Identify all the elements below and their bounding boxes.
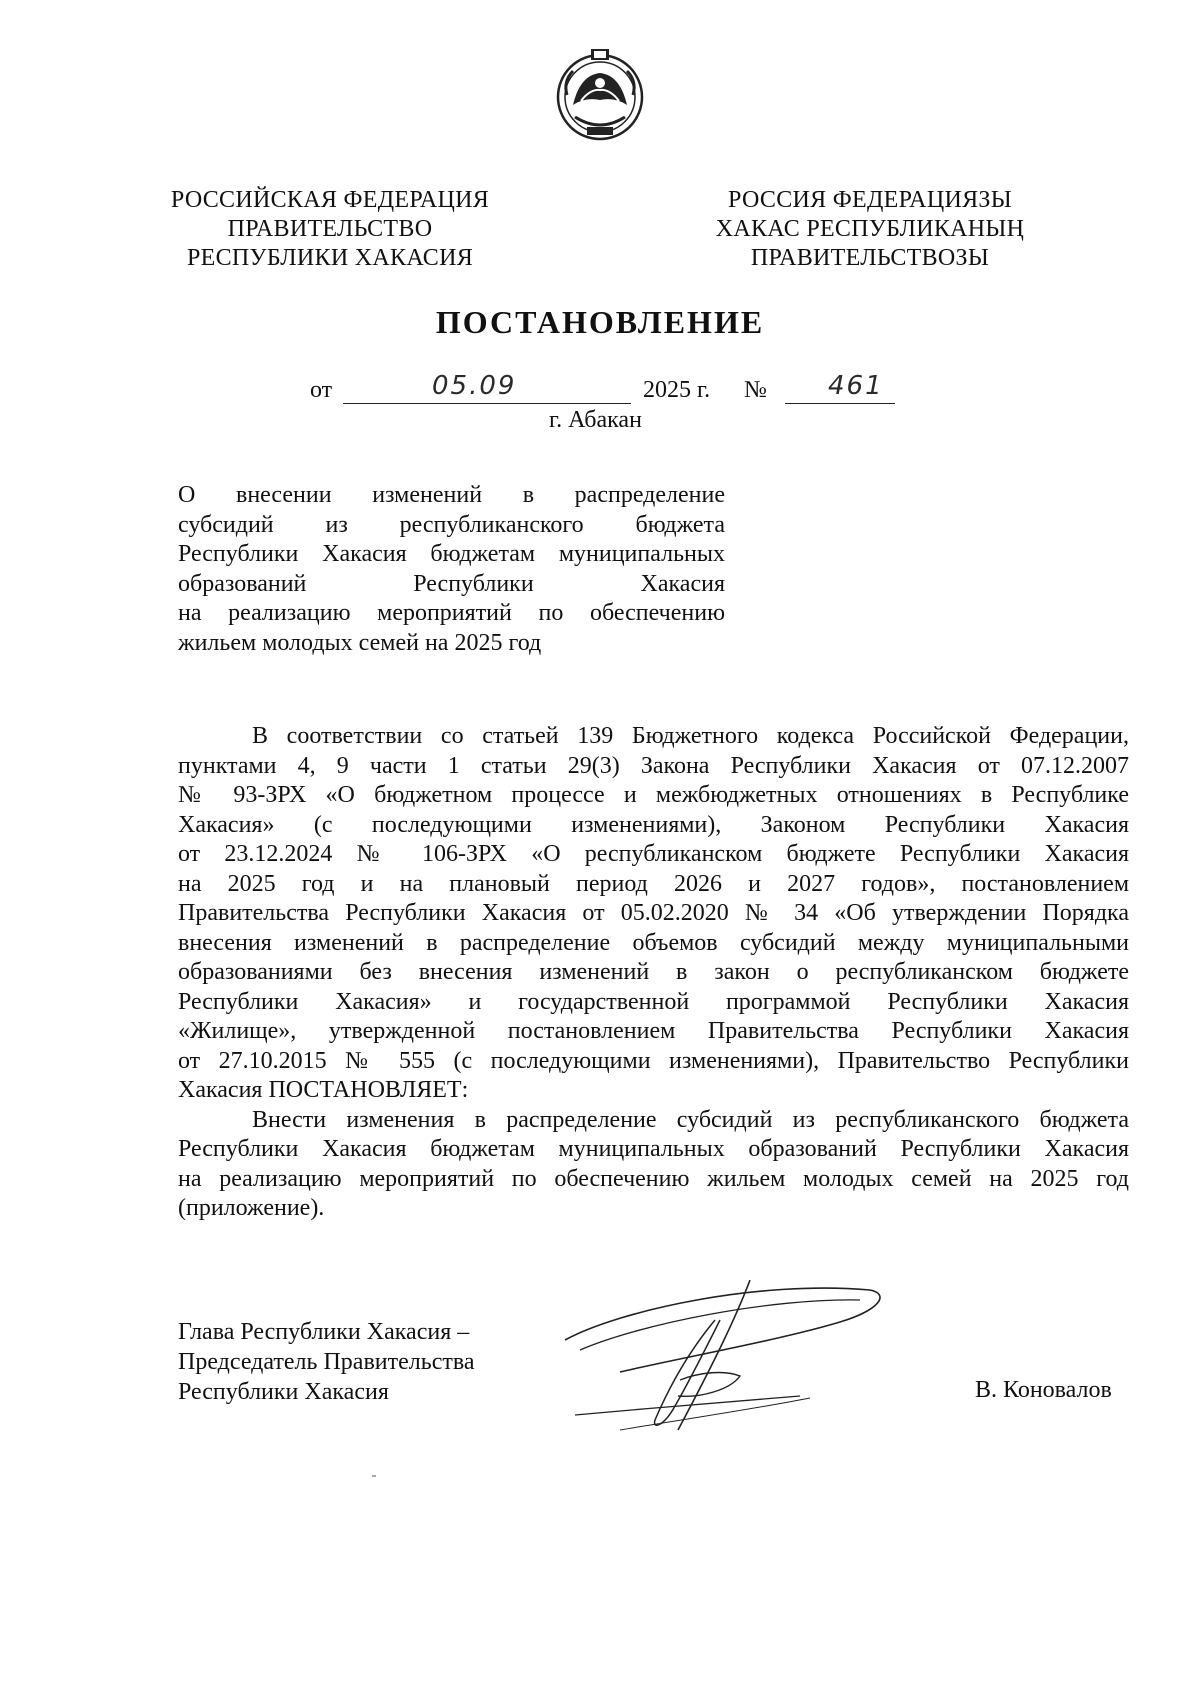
- body-line: на 2025 год и на плановый период 2026 и 2027 годов», постановлением: [178, 870, 1129, 897]
- header-left: [160, 186, 500, 273]
- subject-line: образований Республики Хакасия: [178, 570, 725, 597]
- body-line: Хакасия ПОСТАНОВЛЯЕТ:: [178, 1077, 469, 1103]
- body-line: Внести изменения в распределение субсидий из республиканского бюджета: [252, 1106, 1129, 1133]
- date-from-label: от: [310, 377, 333, 403]
- header-right: [700, 186, 1040, 273]
- number-label: №: [744, 377, 767, 403]
- header-left-line: ПРАВИТЕЛЬСТВО: [227, 216, 433, 242]
- scan-speck: [372, 1475, 376, 1477]
- document-title: ПОСТАНОВЛЕНИЕ: [435, 304, 765, 340]
- signatory-position-line: Глава Республики Хакасия –: [178, 1319, 470, 1345]
- body-text: [178, 722, 1129, 1224]
- header-right-line: ХАКАС РЕСПУБЛИКАНЫҢ: [715, 216, 1025, 242]
- signatory-name: В. Коновалов: [975, 1377, 1112, 1403]
- body-line: пунктами 4, 9 части 1 статьи 29(3) Закона Республики Хакасия от 07.12.2007: [178, 752, 1129, 779]
- body-line: образованиями без внесения изменений в закон о республиканском бюджете: [178, 959, 1129, 985]
- city-line: г. Абакан: [549, 407, 642, 433]
- body-line: внесения изменений в распределение объемов субсидий между муниципальными: [178, 929, 1129, 956]
- handwritten-signature: [560, 1280, 900, 1450]
- body-line: от 27.10.2015 № 555 (с последующими изменениями), Правительство Республики: [178, 1047, 1129, 1074]
- body-line: Республики Хакасия» и государственной программой Республики Хакасия: [178, 988, 1129, 1015]
- body-line: В соответствии со статьей 139 Бюджетного кодекса Российской Федерации,: [252, 723, 1129, 749]
- signatory-position: [178, 1317, 475, 1407]
- year-label: 2025 г.: [643, 377, 711, 403]
- body-line: Правительства Республики Хакасия от 05.02.2020 № 34 «Об утверждении Порядка: [178, 900, 1129, 926]
- date-number-line: [0, 371, 1200, 407]
- signatory-position-line: Председатель Правительства: [178, 1349, 475, 1375]
- subject-line: на реализацию мероприятий по обеспечению: [178, 600, 725, 626]
- body-line: № 93-ЗРХ «О бюджетном процессе и межбюджетных отношениях в Республике: [178, 782, 1129, 808]
- header-left-line: РЕСПУБЛИКИ ХАКАСИЯ: [186, 245, 474, 271]
- subject-line: О внесении изменений в распределение: [178, 482, 725, 508]
- header-right-line: РОССИЯ ФЕДЕРАЦИЯЗЫ: [728, 187, 1012, 213]
- header-right-line: ПРАВИТЕЛЬСТВОЗЫ: [750, 245, 990, 271]
- body-line: на реализацию мероприятий по обеспечению жильем молодых семей на 2025 год: [178, 1165, 1129, 1192]
- number-underline: [785, 403, 895, 404]
- signatory-position-line: Республики Хакасия: [178, 1379, 389, 1405]
- body-line: «Жилище», утвержденной постановлением Правительства Республики Хакасия: [178, 1018, 1129, 1044]
- coat-of-arms-emblem: [545, 45, 655, 145]
- subject-line: субсидий из республиканского бюджета: [178, 511, 725, 538]
- subject-line: жильем молодых семей на 2025 год: [178, 629, 542, 656]
- handwritten-date: 05.09: [432, 371, 517, 401]
- date-underline: [343, 403, 631, 404]
- subject-line: Республики Хакасия бюджетам муниципальных: [178, 541, 725, 567]
- handwritten-number: 461: [828, 371, 884, 401]
- body-line: (приложение).: [178, 1195, 325, 1221]
- header-left-line: РОССИЙСКАЯ ФЕДЕРАЦИЯ: [170, 187, 490, 213]
- body-line: Республики Хакасия бюджетам муниципальных образований Республики Хакасия: [178, 1136, 1129, 1162]
- subject-block: [178, 481, 725, 658]
- body-line: от 23.12.2024 № 106-ЗРХ «О республиканском бюджете Республики Хакасия: [178, 841, 1129, 867]
- body-line: Хакасия» (с последующими изменениями), Законом Республики Хакасия: [178, 811, 1129, 838]
